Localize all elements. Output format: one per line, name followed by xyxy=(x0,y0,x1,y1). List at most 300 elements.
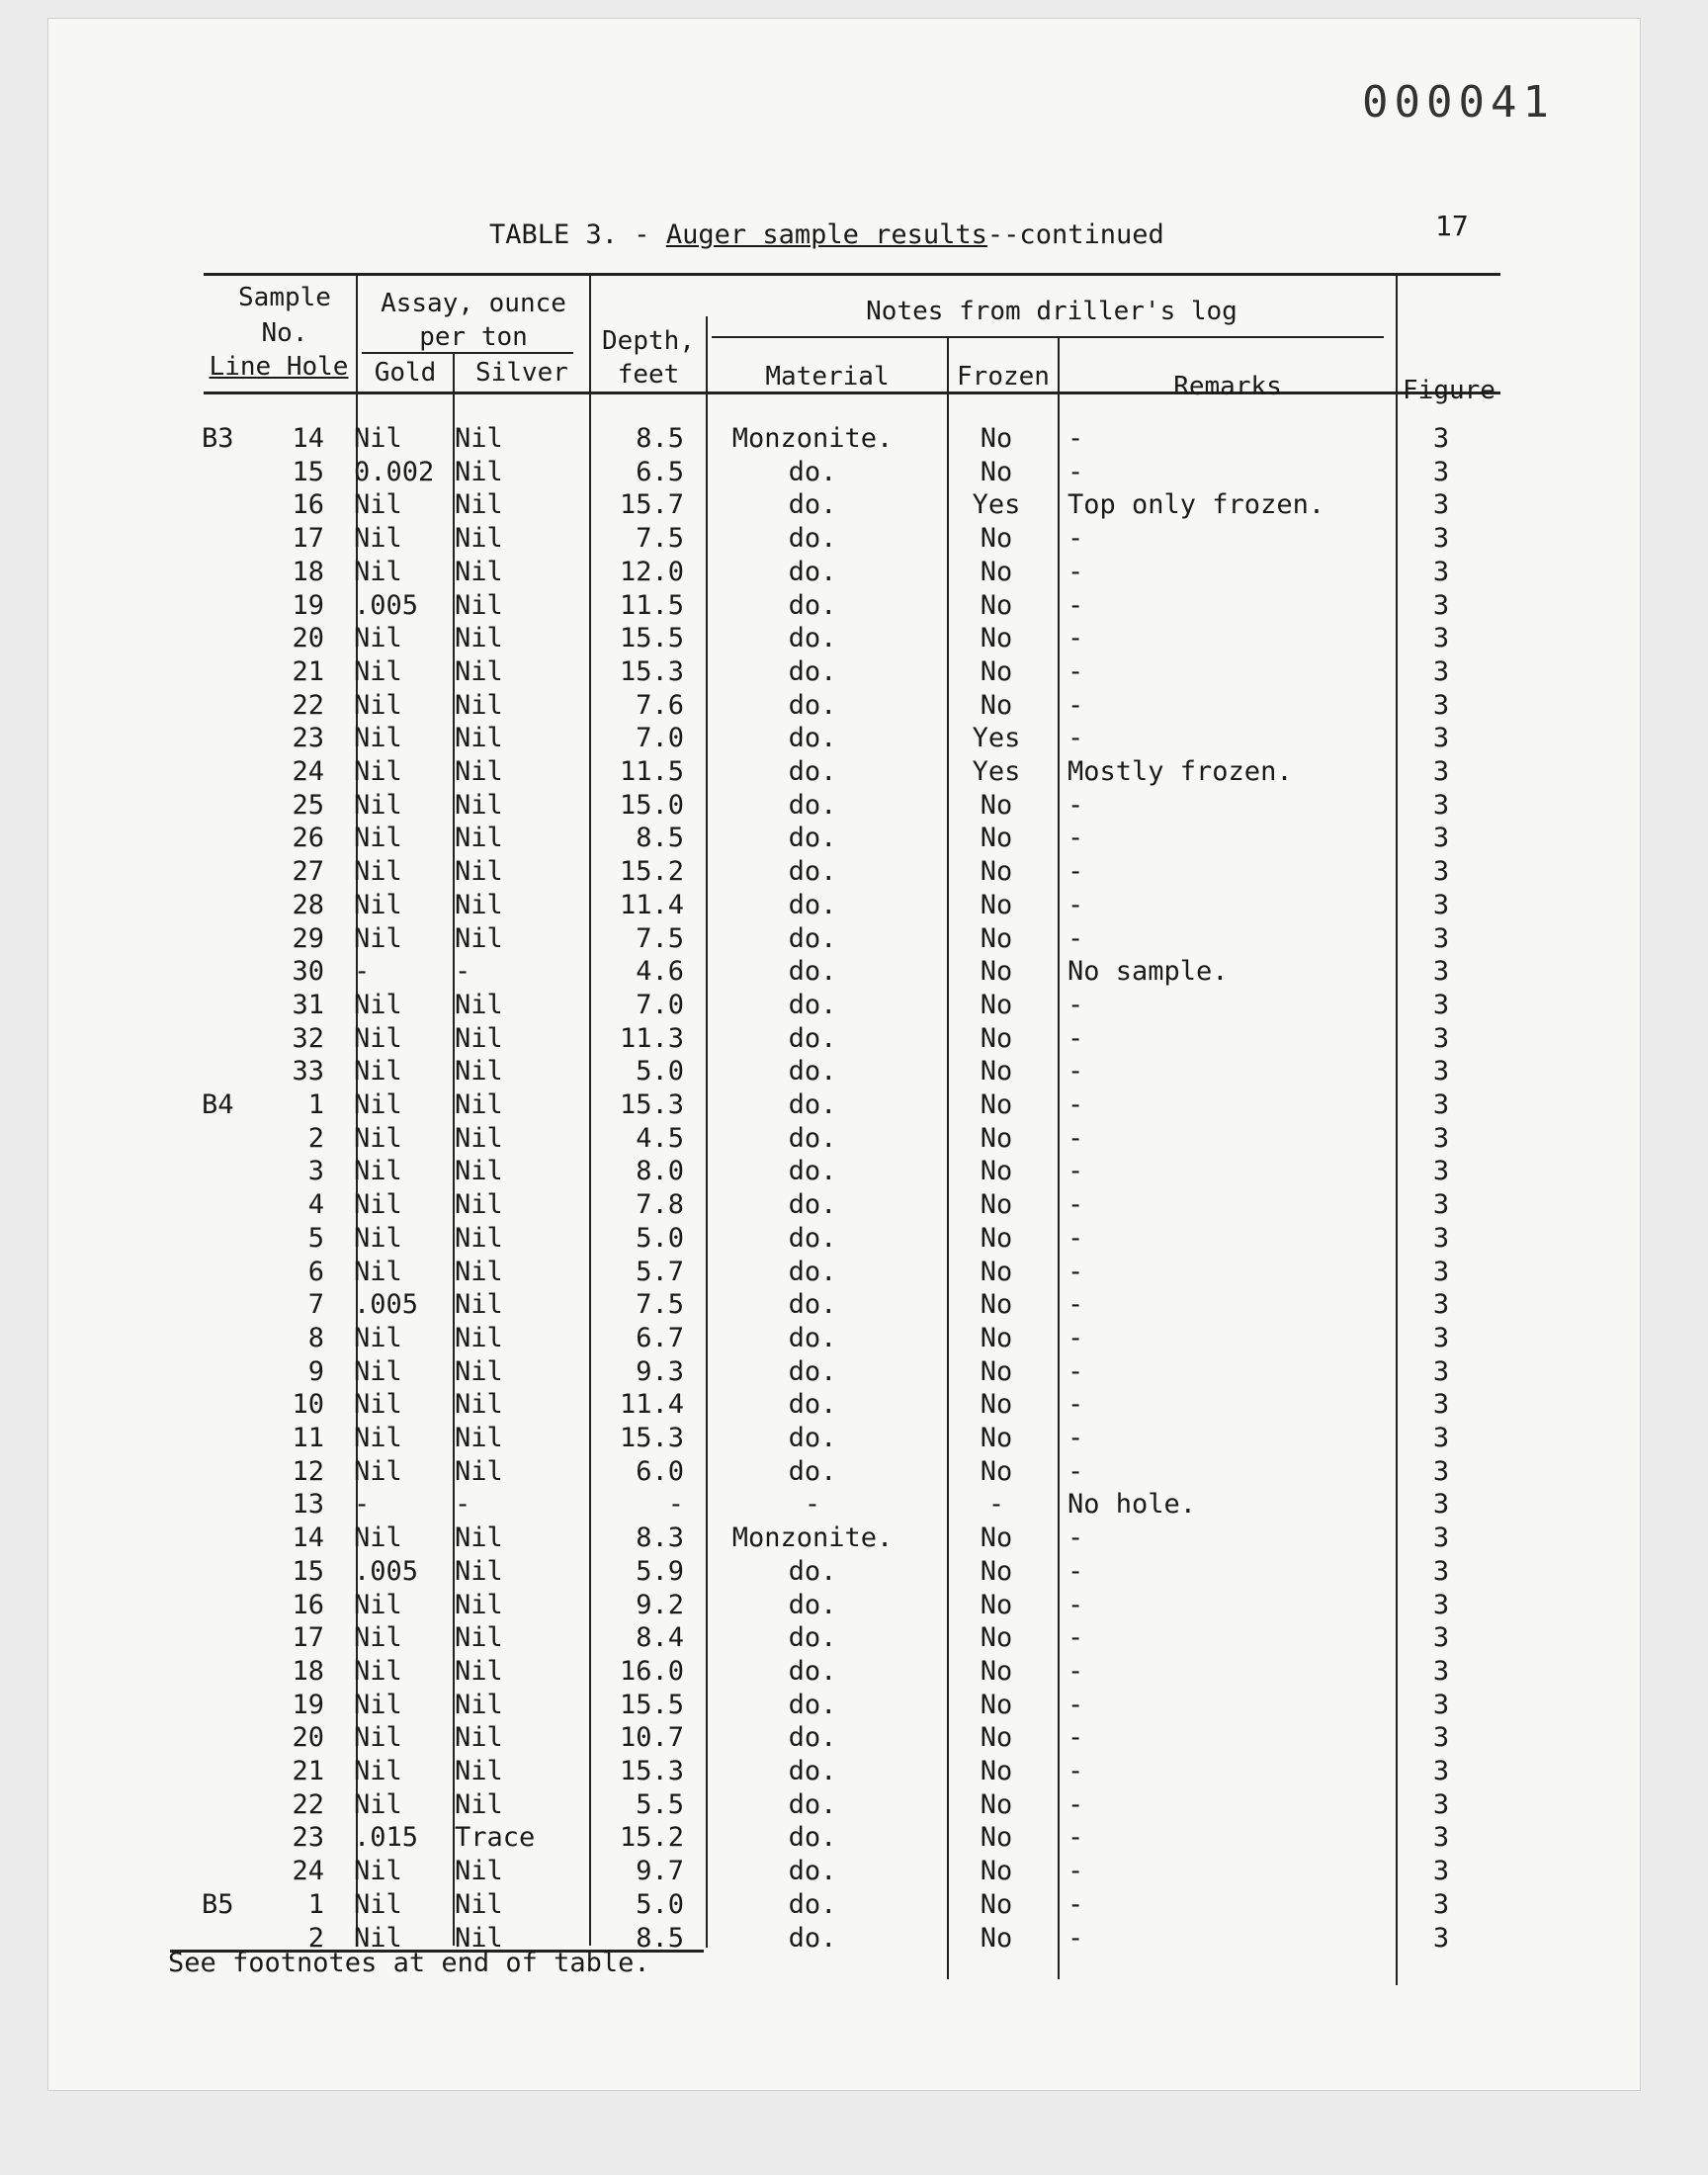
cell-remarks: - xyxy=(1068,1888,1084,1920)
cell-silver: Nil xyxy=(455,1423,503,1453)
cell-frozen: No xyxy=(980,1856,1013,1887)
cell-gold: Nil xyxy=(354,655,402,687)
cell-hole: 17 xyxy=(292,523,324,555)
cell-silver: Nil xyxy=(455,922,503,954)
cell-material: do. xyxy=(788,1222,837,1254)
cell-frozen: No xyxy=(980,1355,1013,1387)
cell-figure: 3 xyxy=(1432,1256,1450,1287)
cell-hole: 1 xyxy=(307,1089,324,1120)
cell-silver: Nil xyxy=(455,1756,503,1786)
cell-figure: 3 xyxy=(1432,922,1450,954)
cell-hole: 7 xyxy=(307,1289,324,1321)
table-row xyxy=(0,1389,1581,1423)
table-row xyxy=(0,1189,1581,1223)
cell-material: do. xyxy=(788,1655,837,1687)
table-row xyxy=(0,823,1581,856)
cell-material: do. xyxy=(788,1689,837,1720)
cell-gold: Nil xyxy=(354,489,402,521)
cell-gold: Nil xyxy=(354,1089,402,1120)
cell-silver: Nil xyxy=(455,1522,503,1554)
cell-hole: 20 xyxy=(292,623,324,654)
cell-figure: 3 xyxy=(1432,1788,1450,1820)
table-row xyxy=(0,1223,1581,1257)
cell-frozen: No xyxy=(980,623,1013,654)
cell-silver: - xyxy=(455,956,471,988)
cell-depth: 11.3 xyxy=(619,1022,684,1054)
cell-remarks: - xyxy=(1068,1122,1084,1154)
cell-depth: 15.7 xyxy=(619,489,684,521)
cell-hole: 22 xyxy=(292,1788,324,1820)
cell-remarks: - xyxy=(1068,1856,1084,1887)
table-row xyxy=(0,890,1581,923)
cell-hole: 14 xyxy=(292,1522,324,1554)
cell-frozen: No xyxy=(980,1122,1013,1154)
cell-frozen: No xyxy=(980,456,1013,487)
cell-silver: Nil xyxy=(455,1389,503,1421)
cell-gold: Nil xyxy=(354,1189,402,1221)
cell-material: do. xyxy=(788,1389,837,1421)
cell-depth: 5.9 xyxy=(636,1555,684,1587)
cell-depth: 8.5 xyxy=(636,823,684,854)
cell-hole: 1 xyxy=(307,1888,324,1920)
cell-silver: Nil xyxy=(455,1222,503,1254)
cell-remarks: - xyxy=(1068,1322,1084,1353)
table-row xyxy=(0,923,1581,957)
table-row xyxy=(0,690,1581,724)
cell-figure: 3 xyxy=(1432,1156,1450,1187)
cell-frozen: No xyxy=(980,1189,1013,1221)
cell-depth: 15.5 xyxy=(619,1689,684,1720)
cell-gold: Nil xyxy=(354,889,402,920)
cell-material: do. xyxy=(788,1888,837,1920)
cell-gold: Nil xyxy=(354,1689,402,1720)
cell-figure: 3 xyxy=(1432,856,1450,888)
table-title-prefix: TABLE 3. - xyxy=(489,219,666,250)
cell-frozen: No xyxy=(980,556,1013,587)
cell-figure: 3 xyxy=(1432,456,1450,487)
cell-material: Monzonite. xyxy=(731,423,894,454)
cell-material: do. xyxy=(788,756,837,787)
cell-silver: Nil xyxy=(455,689,503,721)
cell-hole: 32 xyxy=(292,1022,324,1054)
cell-silver: Nil xyxy=(455,556,503,587)
table-row xyxy=(0,723,1581,756)
cell-depth: 11.4 xyxy=(619,1389,684,1421)
table-title xyxy=(489,219,1164,250)
cell-gold: Nil xyxy=(354,1222,402,1254)
header-material: Material xyxy=(765,362,890,392)
cell-figure: 3 xyxy=(1432,1522,1450,1554)
table-footnote: See footnotes at end of table. xyxy=(168,1948,650,1978)
cell-depth: 15.3 xyxy=(619,1756,684,1786)
cell-line: B4 xyxy=(202,1089,234,1120)
cell-frozen: Yes xyxy=(972,489,1021,521)
cell-depth: 15.3 xyxy=(619,655,684,687)
cell-depth: 15.2 xyxy=(619,856,684,888)
page-number: 17 xyxy=(1435,210,1469,242)
cell-depth: 5.0 xyxy=(636,1888,684,1920)
table-row xyxy=(0,1056,1581,1089)
cell-frozen: No xyxy=(980,1888,1013,1920)
cell-gold: Nil xyxy=(354,1389,402,1421)
cell-gold: Nil xyxy=(354,789,402,821)
cell-hole: 23 xyxy=(292,723,324,754)
cell-hole: 25 xyxy=(292,789,324,821)
document-number: 000041 xyxy=(1362,77,1555,128)
cell-material: do. xyxy=(788,889,837,920)
cell-material: do. xyxy=(788,523,837,555)
table-row xyxy=(0,1257,1581,1290)
cell-hole: 29 xyxy=(292,922,324,954)
cell-frozen: No xyxy=(980,589,1013,621)
cell-material: do. xyxy=(788,989,837,1020)
cell-depth: 7.5 xyxy=(636,922,684,954)
cell-silver: Nil xyxy=(455,1122,503,1154)
cell-gold: .015 xyxy=(354,1822,419,1854)
cell-depth: 15.0 xyxy=(619,789,684,821)
cell-frozen: No xyxy=(980,1589,1013,1620)
cell-figure: 3 xyxy=(1432,1655,1450,1687)
cell-depth: 6.7 xyxy=(636,1322,684,1353)
header-depth-2: feet xyxy=(617,360,680,390)
cell-gold: Nil xyxy=(354,1056,402,1088)
cell-material: do. xyxy=(788,1089,837,1120)
cell-depth: 11.5 xyxy=(619,589,684,621)
cell-depth: 9.7 xyxy=(636,1856,684,1887)
cell-material: do. xyxy=(788,1322,837,1353)
cell-silver: Nil xyxy=(455,1888,503,1920)
cell-material: do. xyxy=(788,1423,837,1453)
cell-remarks: - xyxy=(1068,423,1084,454)
cell-hole: 13 xyxy=(292,1489,324,1521)
cell-line: B5 xyxy=(202,1888,234,1920)
cell-hole: 26 xyxy=(292,823,324,854)
cell-frozen: No xyxy=(980,1655,1013,1687)
cell-hole: 6 xyxy=(307,1256,324,1287)
cell-remarks: Top only frozen. xyxy=(1068,489,1325,521)
cell-silver: Nil xyxy=(455,1355,503,1387)
cell-frozen: No xyxy=(980,1822,1013,1854)
table-row xyxy=(0,489,1581,523)
cell-material: do. xyxy=(788,1355,837,1387)
cell-material: do. xyxy=(788,723,837,754)
cell-silver: Nil xyxy=(455,1455,503,1487)
cell-depth: 10.7 xyxy=(619,1722,684,1754)
table-row xyxy=(0,856,1581,890)
cell-gold: Nil xyxy=(354,1856,402,1887)
table-row xyxy=(0,623,1581,656)
cell-silver: Nil xyxy=(455,856,503,888)
cell-material: do. xyxy=(788,856,837,888)
cell-gold: Nil xyxy=(354,922,402,954)
cell-material: do. xyxy=(788,1122,837,1154)
cell-frozen: No xyxy=(980,1922,1013,1954)
cell-gold: Nil xyxy=(354,1322,402,1353)
cell-frozen: No xyxy=(980,1389,1013,1421)
cell-frozen: No xyxy=(980,1555,1013,1587)
cell-hole: 2 xyxy=(307,1922,324,1954)
cell-remarks: - xyxy=(1068,1822,1084,1854)
cell-gold: Nil xyxy=(354,1922,402,1954)
cell-depth: 7.6 xyxy=(636,689,684,721)
cell-gold: Nil xyxy=(354,1622,402,1654)
cell-frozen: No xyxy=(980,655,1013,687)
cell-silver: Nil xyxy=(455,889,503,920)
cell-material: do. xyxy=(788,1189,837,1221)
table-row xyxy=(0,1656,1581,1690)
header-gold: Gold xyxy=(374,358,437,388)
cell-figure: 3 xyxy=(1432,1022,1450,1054)
cell-silver: Nil xyxy=(455,1655,503,1687)
header-line-hole: Line Hole xyxy=(209,352,349,382)
cell-material: do. xyxy=(788,1256,837,1287)
cell-frozen: No xyxy=(980,1455,1013,1487)
cell-remarks: - xyxy=(1068,789,1084,821)
cell-hole: 18 xyxy=(292,1655,324,1687)
table-row xyxy=(0,1722,1581,1756)
cell-silver: Nil xyxy=(455,523,503,555)
table-row xyxy=(0,1323,1581,1356)
cell-material: do. xyxy=(788,689,837,721)
cell-hole: 24 xyxy=(292,756,324,787)
cell-gold: Nil xyxy=(354,1655,402,1687)
cell-frozen: Yes xyxy=(972,723,1021,754)
cell-remarks: - xyxy=(1068,1689,1084,1720)
cell-figure: 3 xyxy=(1432,489,1450,521)
cell-depth: 5.0 xyxy=(636,1056,684,1088)
cell-figure: 3 xyxy=(1432,1555,1450,1587)
cell-gold: .005 xyxy=(354,1289,419,1321)
cell-frozen: No xyxy=(980,889,1013,920)
cell-figure: 3 xyxy=(1432,1322,1450,1353)
cell-hole: 8 xyxy=(307,1322,324,1353)
cell-figure: 3 xyxy=(1432,1888,1450,1920)
cell-hole: 10 xyxy=(292,1389,324,1421)
cell-gold: Nil xyxy=(354,756,402,787)
cell-silver: Nil xyxy=(455,1256,503,1287)
cell-depth: 15.5 xyxy=(619,623,684,654)
cell-remarks: - xyxy=(1068,1156,1084,1187)
cell-depth: 15.2 xyxy=(619,1822,684,1854)
cell-silver: Nil xyxy=(455,589,503,621)
cell-gold: Nil xyxy=(354,523,402,555)
cell-silver: Nil xyxy=(455,1022,503,1054)
cell-frozen: No xyxy=(980,856,1013,888)
cell-depth: 15.3 xyxy=(619,1423,684,1453)
cell-material: - xyxy=(804,1489,821,1521)
cell-remarks: - xyxy=(1068,1722,1084,1754)
cell-gold: - xyxy=(354,956,371,988)
cell-silver: Nil xyxy=(455,1555,503,1587)
cell-hole: 33 xyxy=(292,1056,324,1088)
cell-depth: 4.5 xyxy=(636,1122,684,1154)
cell-figure: 3 xyxy=(1432,1622,1450,1654)
cell-hole: 19 xyxy=(292,589,324,621)
cell-figure: 3 xyxy=(1432,1722,1450,1754)
cell-depth: 8.0 xyxy=(636,1156,684,1187)
cell-silver: Nil xyxy=(455,1289,503,1321)
table-row xyxy=(0,1789,1581,1823)
cell-frozen: No xyxy=(980,1222,1013,1254)
cell-hole: 15 xyxy=(292,456,324,487)
cell-frozen: No xyxy=(980,1756,1013,1786)
cell-frozen: Yes xyxy=(972,756,1021,787)
table-title-main: Auger sample results xyxy=(665,219,987,250)
cell-figure: 3 xyxy=(1432,423,1450,454)
header-silver: Silver xyxy=(475,358,568,388)
cell-figure: 3 xyxy=(1432,1056,1450,1088)
cell-silver: Nil xyxy=(455,456,503,487)
cell-gold: 0.002 xyxy=(354,456,435,487)
cell-figure: 3 xyxy=(1432,956,1450,988)
assay-subrule xyxy=(362,352,573,354)
cell-figure: 3 xyxy=(1432,1289,1450,1321)
cell-figure: 3 xyxy=(1432,823,1450,854)
cell-figure: 3 xyxy=(1432,1423,1450,1453)
cell-material: do. xyxy=(788,1922,837,1954)
cell-material: do. xyxy=(788,1722,837,1754)
cell-frozen: No xyxy=(980,1156,1013,1187)
cell-silver: Nil xyxy=(455,1922,503,1954)
cell-silver: Nil xyxy=(455,989,503,1020)
table-row xyxy=(0,790,1581,824)
cell-gold: Nil xyxy=(354,1455,402,1487)
cell-hole: 12 xyxy=(292,1455,324,1487)
cell-material: do. xyxy=(788,1756,837,1786)
cell-gold: Nil xyxy=(354,1423,402,1453)
cell-figure: 3 xyxy=(1432,723,1450,754)
cell-remarks: - xyxy=(1068,1189,1084,1221)
cell-remarks: - xyxy=(1068,1788,1084,1820)
cell-material: do. xyxy=(788,655,837,687)
cell-gold: .005 xyxy=(354,589,419,621)
header-frozen: Frozen xyxy=(957,362,1050,392)
cell-material: do. xyxy=(788,922,837,954)
cell-silver: Nil xyxy=(455,1689,503,1720)
cell-gold: Nil xyxy=(354,723,402,754)
cell-figure: 3 xyxy=(1432,889,1450,920)
cell-frozen: No xyxy=(980,989,1013,1020)
cell-remarks: - xyxy=(1068,1522,1084,1554)
cell-figure: 3 xyxy=(1432,1922,1450,1954)
cell-remarks: - xyxy=(1068,1389,1084,1421)
cell-gold: Nil xyxy=(354,1156,402,1187)
cell-hole: 28 xyxy=(292,889,324,920)
cell-remarks: - xyxy=(1068,1555,1084,1587)
cell-remarks: - xyxy=(1068,556,1084,587)
cell-silver: Nil xyxy=(455,1589,503,1620)
cell-material: do. xyxy=(788,789,837,821)
cell-silver: Nil xyxy=(455,423,503,454)
header-notes: Notes from driller's log xyxy=(866,297,1238,326)
header-assay-2: per ton xyxy=(419,322,528,352)
cell-silver: Nil xyxy=(455,756,503,787)
cell-frozen: No xyxy=(980,1022,1013,1054)
cell-remarks: - xyxy=(1068,1655,1084,1687)
table-row xyxy=(0,1289,1581,1323)
cell-figure: 3 xyxy=(1432,523,1450,555)
cell-silver: Nil xyxy=(455,1322,503,1353)
cell-frozen: No xyxy=(980,1722,1013,1754)
cell-remarks: Mostly frozen. xyxy=(1068,756,1293,787)
cell-remarks: - xyxy=(1068,1589,1084,1620)
table-row xyxy=(0,523,1581,557)
table-row xyxy=(0,1622,1581,1656)
cell-material: do. xyxy=(788,1156,837,1187)
cell-frozen: No xyxy=(980,789,1013,821)
table-row xyxy=(0,1123,1581,1157)
table-row xyxy=(0,656,1581,690)
cell-silver: Nil xyxy=(455,1056,503,1088)
cell-depth: 6.0 xyxy=(636,1455,684,1487)
cell-hole: 5 xyxy=(307,1222,324,1254)
cell-hole: 16 xyxy=(292,489,324,521)
table-row xyxy=(0,590,1581,624)
table-row xyxy=(0,1356,1581,1390)
cell-remarks: - xyxy=(1068,1423,1084,1453)
cell-remarks: - xyxy=(1068,723,1084,754)
table-row xyxy=(0,956,1581,990)
cell-gold: Nil xyxy=(354,689,402,721)
cell-figure: 3 xyxy=(1432,989,1450,1020)
cell-material: do. xyxy=(788,623,837,654)
cell-frozen: No xyxy=(980,1289,1013,1321)
cell-silver: Nil xyxy=(455,1189,503,1221)
cell-hole: 16 xyxy=(292,1589,324,1620)
cell-remarks: - xyxy=(1068,689,1084,721)
cell-figure: 3 xyxy=(1432,1122,1450,1154)
cell-figure: 3 xyxy=(1432,1856,1450,1887)
cell-hole: 4 xyxy=(307,1189,324,1221)
cell-material: Monzonite. xyxy=(731,1522,894,1554)
cell-remarks: - xyxy=(1068,1922,1084,1954)
cell-remarks: - xyxy=(1068,1089,1084,1120)
cell-depth: 8.3 xyxy=(636,1522,684,1554)
cell-material: do. xyxy=(788,1622,837,1654)
cell-depth: 7.8 xyxy=(636,1189,684,1221)
table-row xyxy=(0,1822,1581,1856)
cell-depth: - xyxy=(667,1489,684,1521)
cell-hole: 17 xyxy=(292,1622,324,1654)
cell-material: do. xyxy=(788,1589,837,1620)
cell-figure: 3 xyxy=(1432,1822,1450,1854)
table-top-rule xyxy=(204,273,1500,276)
cell-silver: Trace xyxy=(455,1822,536,1854)
cell-silver: Nil xyxy=(455,655,503,687)
cell-figure: 3 xyxy=(1432,556,1450,587)
cell-figure: 3 xyxy=(1432,1389,1450,1421)
cell-hole: 30 xyxy=(292,956,324,988)
cell-hole: 9 xyxy=(307,1355,324,1387)
cell-remarks: - xyxy=(1068,1056,1084,1088)
cell-depth: 5.0 xyxy=(636,1222,684,1254)
table-row xyxy=(0,1489,1581,1522)
cell-remarks: - xyxy=(1068,889,1084,920)
cell-gold: .005 xyxy=(354,1555,419,1587)
cell-hole: 23 xyxy=(292,1822,324,1854)
table-row xyxy=(0,1690,1581,1723)
cell-remarks: - xyxy=(1068,1622,1084,1654)
cell-gold: Nil xyxy=(354,423,402,454)
cell-material: do. xyxy=(788,1822,837,1854)
cell-material: do. xyxy=(788,1555,837,1587)
table-row xyxy=(0,1023,1581,1057)
cell-remarks: - xyxy=(1068,922,1084,954)
cell-silver: - xyxy=(455,1489,471,1521)
cell-silver: Nil xyxy=(455,823,503,854)
header-remarks: Remarks xyxy=(1173,372,1282,401)
header-depth-1: Depth, xyxy=(602,326,695,356)
